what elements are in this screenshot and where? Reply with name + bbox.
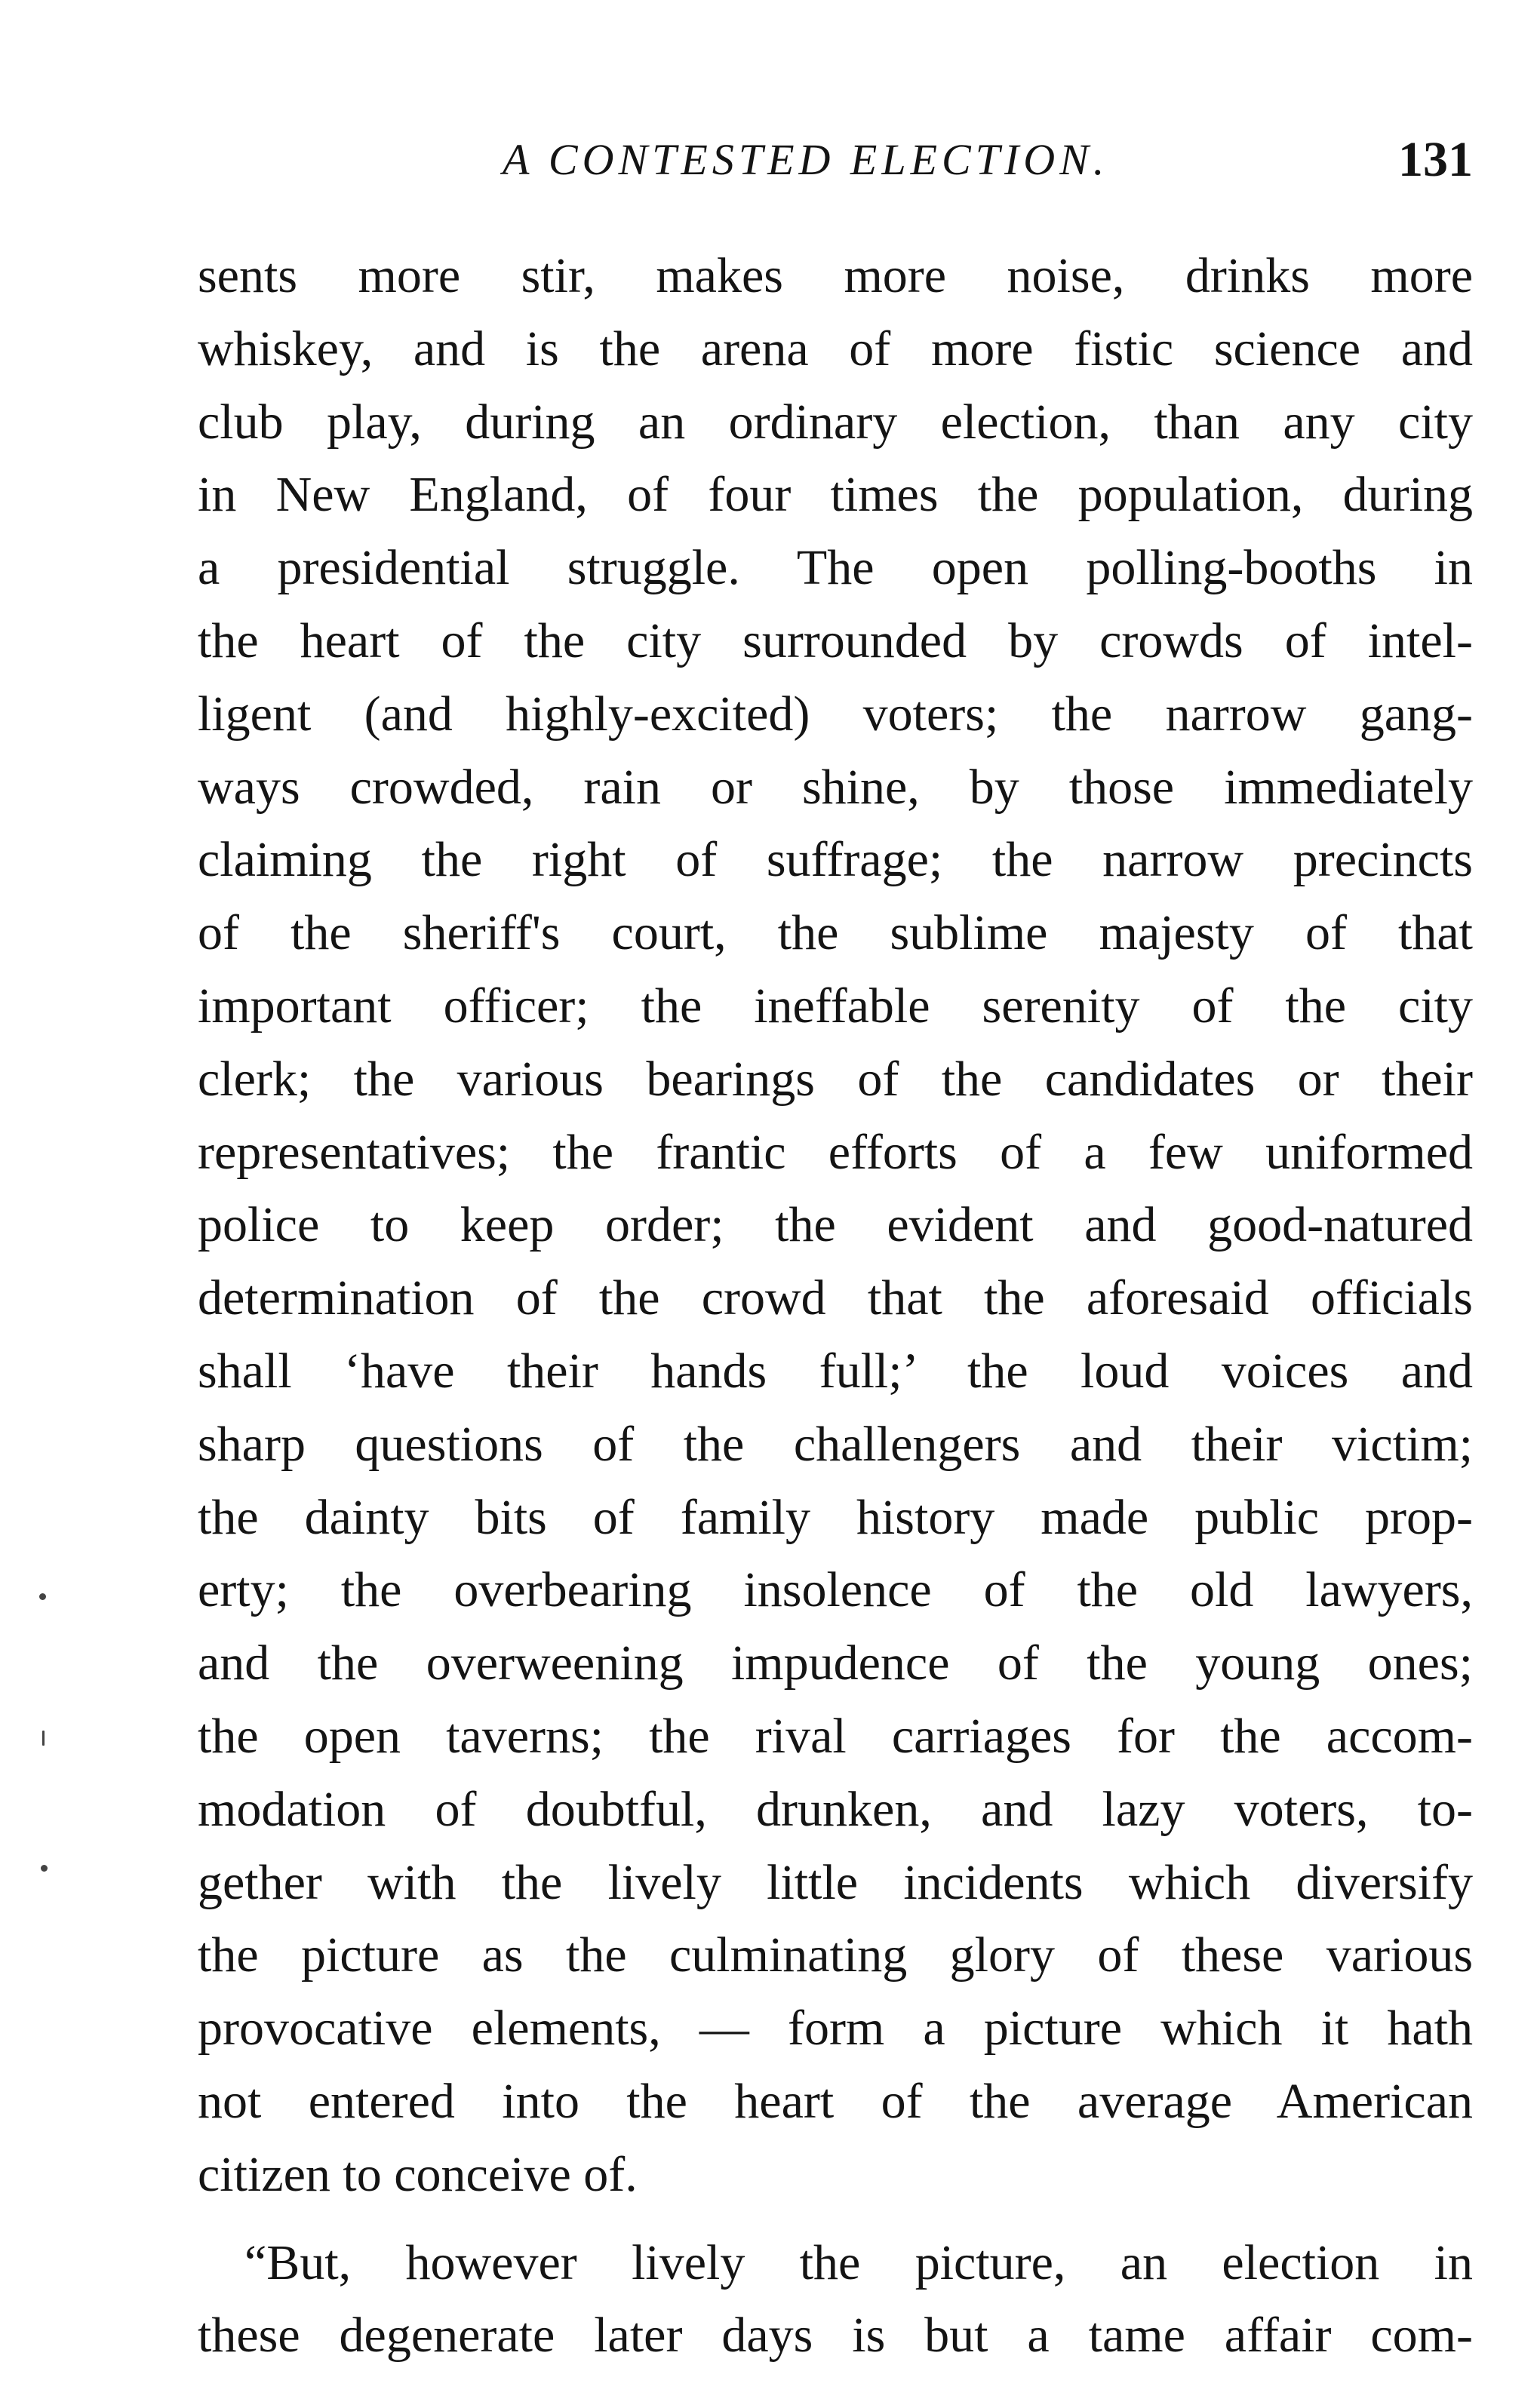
running-header: [198, 134, 1473, 195]
paragraph-2: [198, 2227, 1473, 2373]
paragraph-spacer: [198, 2212, 1473, 2227]
text-line: representatives; the frantic efforts of a few uniformed: [198, 1124, 1473, 1180]
text-line: clerk; the various bearings of the candidates or their: [198, 1051, 1473, 1107]
text-line: erty; the overbearing insolence of the old lawyers,: [198, 1562, 1473, 1618]
text-line: provocative elements, — form a picture which it hath: [198, 2001, 1473, 2056]
text-line: these degenerate later days is but a tame affair com-: [198, 2308, 1473, 2363]
text-line: citizen to conceive of.: [198, 2146, 638, 2202]
text-line: determination of the crowd that the aforesaid officials: [198, 1270, 1473, 1326]
text-line: shall ‘have their hands full;’ the loud voices and: [198, 1343, 1473, 1399]
running-title: A CONTESTED ELECTION.: [503, 135, 1109, 184]
text-line: the dainty bits of family history made public prop-: [198, 1489, 1473, 1545]
text-line: and the overweening impudence of the young ones;: [198, 1636, 1473, 1691]
page-number: 131: [1398, 132, 1473, 187]
text-line: important officer; the ineffable serenity of the city: [198, 978, 1473, 1034]
text-line: ways crowded, rain or shine, by those immediately: [198, 759, 1473, 815]
text-line: the picture as the culminating glory of these various: [198, 1927, 1473, 1983]
text-line: sharp questions of the challengers and their victim;: [198, 1416, 1473, 1472]
text-line: gether with the lively little incidents which diversify: [198, 1854, 1473, 1910]
text-line: “But, however lively the picture, an election in: [244, 2234, 1473, 2290]
text-line: ligent (and highly-excited) voters; the narrow gang-: [198, 686, 1473, 742]
text-line: a presidential struggle. The open polling-booths in: [198, 540, 1473, 596]
text-line: modation of doubtful, drunken, and lazy voters, to-: [198, 1781, 1473, 1837]
text-line: the open taverns; the rival carriages for the accom-: [198, 1708, 1473, 1764]
text-line: not entered into the heart of the average American: [198, 2073, 1473, 2129]
margin-tick-mark: [42, 1731, 45, 1746]
text-line: whiskey, and is the arena of more fistic science and: [198, 321, 1473, 376]
text-line: police to keep order; the evident and good-natured: [198, 1197, 1473, 1253]
text-line: claiming the right of suffrage; the narrow precincts: [198, 832, 1473, 888]
paragraph-1: [198, 240, 1473, 2212]
margin-dot-mark: [39, 1593, 46, 1600]
text-line: of the sheriff's court, the sublime majesty of that: [198, 905, 1473, 961]
text-line: in New England, of four times the population, during: [198, 467, 1473, 523]
text-line: the heart of the city surrounded by crowds of intel-: [198, 613, 1473, 668]
margin-dot-mark: [41, 1865, 48, 1872]
text-line: club play, during an ordinary election, than any city: [198, 394, 1473, 450]
text-line: sents more stir, makes more noise, drinks more: [198, 248, 1473, 303]
body-text: [198, 240, 1473, 2373]
